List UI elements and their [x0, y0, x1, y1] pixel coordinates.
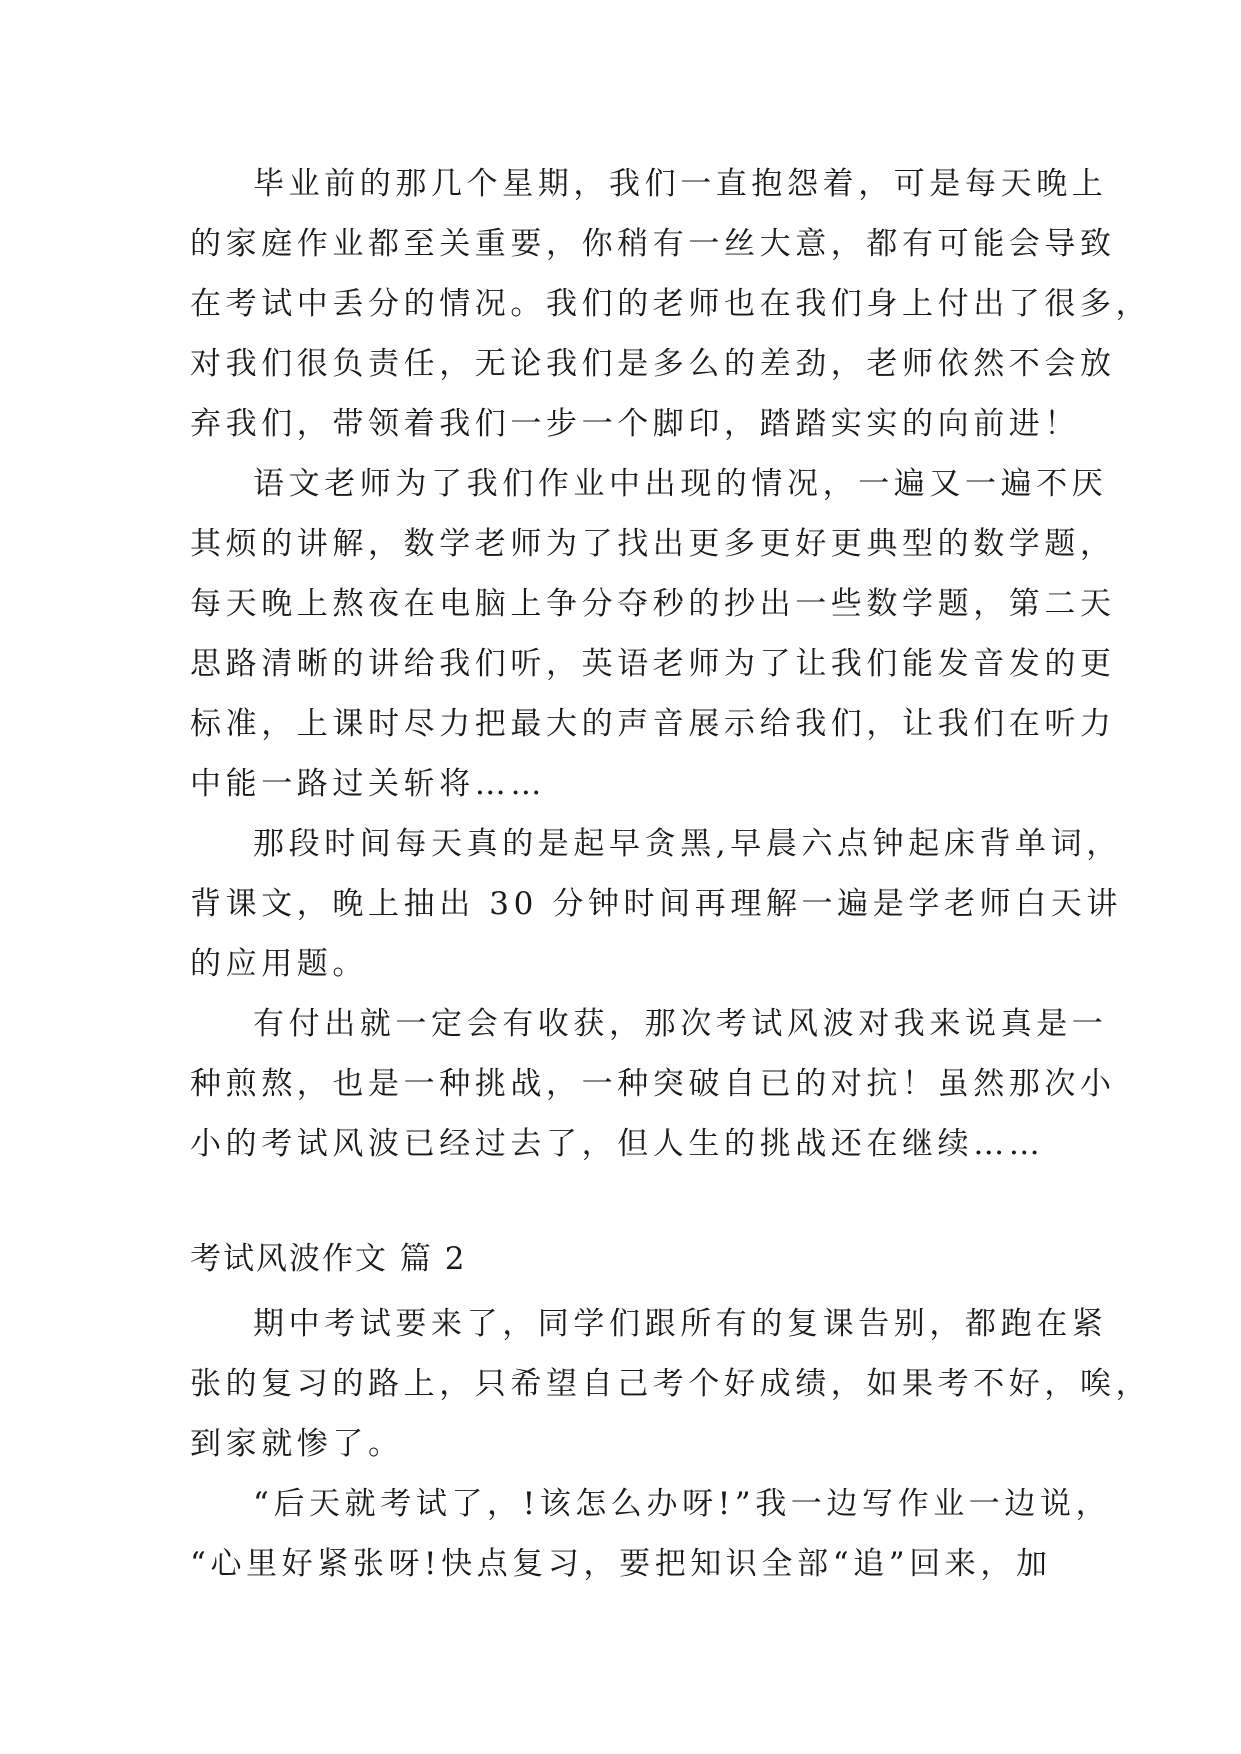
paragraph-5-line-1: 期中考试要来了，同学们跟所有的复课告别，都跑在紧	[253, 1306, 1108, 1342]
paragraph-2-line-4: 思路清晰的讲给我们听，英语老师为了让我们能发音发的更	[190, 646, 1116, 682]
paragraph-1-line-4: 对我们很负责任，无论我们是多么的差劲，老师依然不会放	[190, 346, 1116, 382]
paragraph-2-line-5: 标准，上课时尽力把最大的声音展示给我们，让我们在听力	[190, 706, 1116, 742]
paragraph-1-line-1: 毕业前的那几个星期，我们一直抱怨着，可是每天晚上	[253, 166, 1108, 202]
paragraph-6-line-1: “后天就考试了，!该怎么办呀!”我一边写作业一边说，	[253, 1486, 1112, 1522]
paragraph-4-line-2: 种煎熬，也是一种挑战，一种突破自已的对抗！虽然那次小	[190, 1066, 1116, 1102]
paragraph-2-line-2: 其烦的讲解，数学老师为了找出更多更好更典型的数学题，	[190, 526, 1116, 562]
section-heading: 考试风波作文 篇 2	[190, 1241, 467, 1277]
paragraph-6-line-2: “心里好紧张呀!快点复习，要把知识全部“追”回来，加	[190, 1546, 1052, 1582]
paragraph-4-line-1: 有付出就一定会有收获，那次考试风波对我来说真是一	[253, 1006, 1108, 1042]
paragraph-3-line-3: 的应用题。	[190, 946, 368, 982]
paragraph-5-line-3: 到家就惨了。	[190, 1426, 404, 1462]
paragraph-3-line-2: 背课文，晚上抽出 30 分钟时间再理解一遍是学老师白天讲	[190, 886, 1122, 922]
paragraph-2-line-3: 每天晚上熬夜在电脑上争分夺秒的抄出一些数学题，第二天	[190, 586, 1116, 622]
paragraph-2-line-6: 中能一路过关斩将……	[190, 766, 546, 802]
paragraph-1-line-2: 的家庭作业都至关重要，你稍有一丝大意，都有可能会导致	[190, 226, 1116, 262]
paragraph-4-line-3: 小的考试风波已经过去了，但人生的挑战还在继续……	[190, 1126, 1045, 1162]
paragraph-1-line-5: 弃我们，带领着我们一步一个脚印，踏踏实实的向前进！	[190, 406, 1080, 442]
paragraph-3-line-1: 那段时间每天真的是起早贪黑,早晨六点钟起床背单词，	[253, 826, 1122, 862]
paragraph-1-line-3: 在考试中丢分的情况。我们的老师也在我们身上付出了很多，	[190, 286, 1152, 322]
paragraph-5-line-2: 张的复习的路上，只希望自己考个好成绩，如果考不好，唉，	[190, 1366, 1152, 1402]
paragraph-2-line-1: 语文老师为了我们作业中出现的情况，一遍又一遍不厌	[253, 466, 1108, 502]
